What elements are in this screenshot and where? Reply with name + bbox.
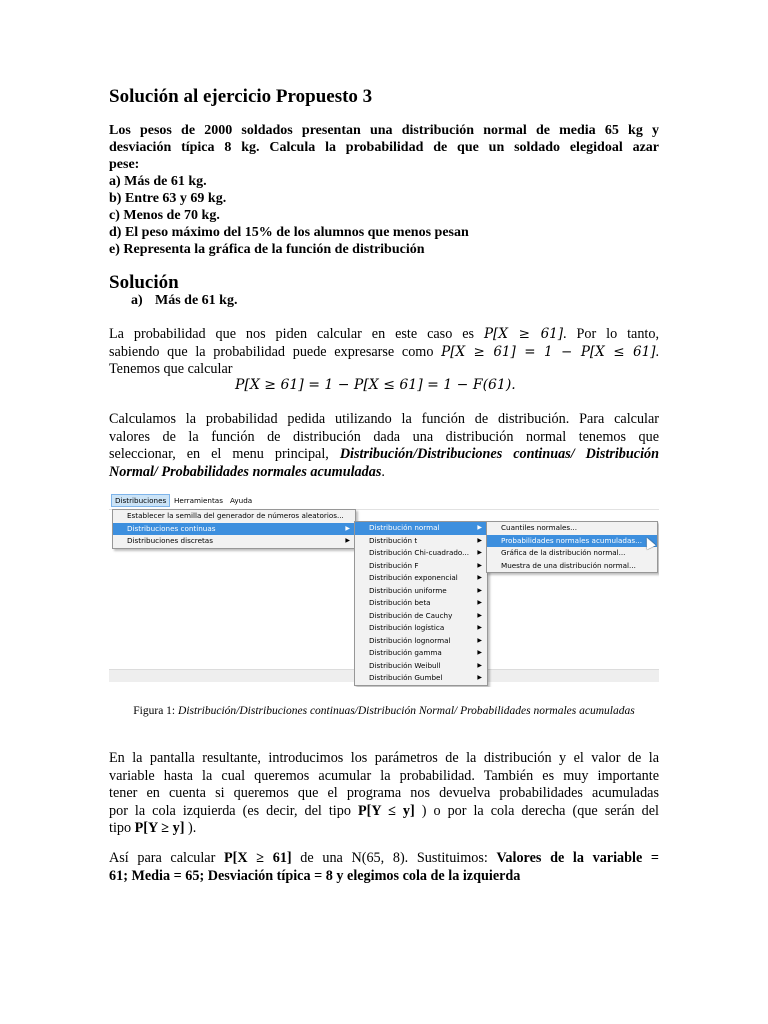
menu-item-continuas[interactable] (113, 523, 355, 536)
menu-continuas (354, 521, 488, 686)
paragraph-line (109, 820, 659, 838)
solution-heading: Solución (109, 272, 179, 293)
text: sabiendo que la probabilidad puede expresarse como (109, 343, 434, 360)
menubar-item-distribuciones[interactable]: Distribuciones (111, 494, 170, 507)
menu-normal (486, 521, 658, 573)
menu-item[interactable] (355, 622, 487, 635)
paragraph-line (109, 868, 659, 886)
math-expression: P[X ≥ 61] (223, 850, 292, 866)
menu-path: Normal/ Probabilidades normales acumuladas (109, 463, 382, 480)
chevron-right-icon: ▶ (477, 649, 482, 656)
problem-statement (109, 122, 659, 258)
menu-item-discretas[interactable] (113, 535, 355, 548)
menubar (109, 493, 659, 510)
sub-label: a) (131, 293, 143, 308)
menubar-item-herramientas[interactable]: Herramientas (174, 496, 223, 505)
paragraph-line (109, 446, 659, 464)
figure-caption (109, 704, 659, 719)
chevron-right-icon: ▶ (477, 524, 482, 531)
menu-item[interactable] (355, 660, 487, 673)
menu-item-label: Distribución uniforme (369, 585, 447, 595)
menu-path: Distribución/Distribuciones continuas/ Distribución (339, 446, 659, 462)
text: . (381, 463, 385, 480)
text: . Por lo tanto, (563, 326, 659, 342)
menu-item-label: Distribución beta (369, 598, 431, 607)
text: seleccionar, en el menu principal, (109, 446, 329, 462)
paragraph-line: En la pantalla resultante, introducimos los parámetros de la distribución y el valor de la (109, 750, 659, 766)
menu-item[interactable] (355, 647, 487, 660)
menu-item-label: Distribución t (369, 535, 418, 545)
menu-item-grafica[interactable]: Gráfica de la distribución normal... (501, 548, 626, 557)
text: La probabilidad que nos piden calcular en este caso es (109, 326, 475, 342)
chevron-right-icon: ▶ (345, 537, 350, 544)
math-expression: P[X ≥ 61] = 1 − P[X ≤ 61] (441, 343, 656, 360)
solution-subheading (131, 293, 237, 309)
menu-item-label: Distribución Gumbel (369, 673, 443, 682)
menu-item-label: Distribución F (369, 560, 419, 570)
problem-line: desviación típica 8 kg. Calcula la probabilidad de que un soldado elegidoal azar (109, 140, 659, 155)
text: ). (187, 820, 197, 836)
caption-label: Figura 1: (133, 705, 176, 717)
menubar-item-ayuda[interactable]: Ayuda (230, 496, 253, 505)
text: . (655, 343, 660, 360)
problem-item-e: e) Representa la gráfica de la función de distribución (109, 242, 425, 257)
menu-item[interactable] (355, 597, 487, 610)
problem-line: Los pesos de 2000 soldados presentan una distribución normal de media 65 kg y (109, 123, 659, 138)
math-expression: P[Y ≥ y] (134, 820, 185, 836)
chevron-right-icon: ▶ (477, 611, 482, 619)
menu-item-probabilidades-acumuladas[interactable]: Probabilidades normales acumuladas... (487, 535, 657, 548)
chevron-right-icon: ▶ (477, 674, 482, 681)
menu-item[interactable] (355, 547, 487, 560)
problem-item-d: d) El peso máximo del 15% de los alumnos que menos pesan (109, 225, 469, 240)
sub-text: Más de 61 kg. (155, 293, 238, 308)
paragraph-line: Calculamos la probabilidad pedida utilizando la función de distribución. Para calcular (109, 411, 659, 427)
problem-item-b: b) Entre 63 y 69 kg. (109, 191, 227, 206)
problem-item-c: c) Menos de 70 kg. (109, 208, 220, 223)
menu-item-label: Distribución exponencial (369, 573, 458, 582)
chevron-right-icon: ▶ (345, 524, 350, 532)
menu-item-label: Distribuciones continuas (127, 523, 216, 533)
paragraph-3 (109, 750, 659, 838)
menu-item[interactable] (355, 535, 487, 548)
chevron-right-icon: ▶ (477, 636, 482, 644)
paragraph-line (109, 326, 659, 344)
text: Así para calcular (109, 850, 216, 866)
menu-item-label: Distribución normal (369, 523, 440, 532)
document-title: Solución al ejercicio Propuesto 3 (109, 86, 373, 107)
menu-item-muestra[interactable]: Muestra de una distribución normal... (501, 560, 636, 570)
chevron-right-icon: ▶ (477, 549, 482, 556)
text: por la cola izquierda (es decir, del tipo (109, 802, 351, 819)
math-expression: P[Y ≤ y] (357, 802, 415, 819)
chevron-right-icon: ▶ (477, 561, 482, 569)
menu-item[interactable] (355, 610, 487, 623)
paragraph-line (109, 803, 659, 821)
menu-item[interactable] (355, 635, 487, 648)
text: tipo (109, 820, 132, 836)
chevron-right-icon: ▶ (477, 599, 482, 606)
text-bold: Valores de la variable = (496, 850, 659, 866)
chevron-right-icon: ▶ (477, 536, 482, 544)
paragraph-1 (109, 326, 659, 379)
menu-item[interactable]: Establecer la semilla del generador de números aleatorios... (127, 511, 344, 520)
text: ) o por la cola derecha (que serán del (421, 802, 659, 819)
problem-line: pese: (109, 157, 140, 172)
menu-item-label: Distribución de Cauchy (369, 610, 453, 620)
formula: P[X ≥ 61] = 1 − P[X ≤ 61] = 1 − F(61). (235, 377, 516, 393)
menu-item[interactable] (355, 560, 487, 573)
chevron-right-icon: ▶ (477, 574, 482, 581)
chevron-right-icon: ▶ (477, 586, 482, 594)
text-bold: 61; Media = 65; Desviación típica = 8 y elegimos cola de la izquierda (109, 867, 521, 884)
menu-item-label: Distribución lognormal (369, 635, 451, 645)
paragraph-4 (109, 850, 659, 885)
menu-item-label: Distribución gamma (369, 648, 442, 657)
caption-text: Distribución/Distribuciones continuas/Distribución Normal/ Probabilidades normales acumuladas (178, 705, 635, 717)
menu-item-label: Distribución Weibull (369, 660, 441, 670)
menu-item-label: Distribución logística (369, 623, 445, 632)
menu-item[interactable] (355, 672, 487, 685)
paragraph-line: Tenemos que calcular (109, 361, 233, 377)
paragraph-line (109, 344, 659, 362)
text: de una N(65, 8). Sustituimos: (300, 850, 488, 866)
paragraph-2 (109, 411, 659, 481)
paragraph-line (109, 850, 659, 868)
menu-item[interactable] (355, 572, 487, 585)
menu-item-cuantiles[interactable]: Cuantiles normales... (501, 523, 578, 532)
menu-screenshot (109, 493, 659, 687)
menu-distribuciones (112, 509, 356, 549)
menu-item-normal[interactable] (355, 522, 487, 535)
paragraph-line: variable hasta la cual queremos acumular la probabilidad. También es muy importante (109, 767, 659, 784)
menu-item-label: Distribuciones discretas (127, 536, 213, 545)
math-expression: P[X ≥ 61] (483, 326, 564, 342)
problem-item-a: a) Más de 61 kg. (109, 174, 207, 189)
paragraph-line (109, 464, 659, 482)
chevron-right-icon: ▶ (477, 624, 482, 631)
menu-item[interactable] (355, 585, 487, 598)
chevron-right-icon: ▶ (477, 661, 482, 669)
menu-item-label: Distribución Chi-cuadrado... (369, 548, 470, 557)
paragraph-line: valores de la función de distribución dada una distribución normal tenemos que (109, 428, 659, 445)
paragraph-line: tener en cuenta si queremos que el programa nos devuelva probabilidades acumuladas (109, 785, 659, 801)
